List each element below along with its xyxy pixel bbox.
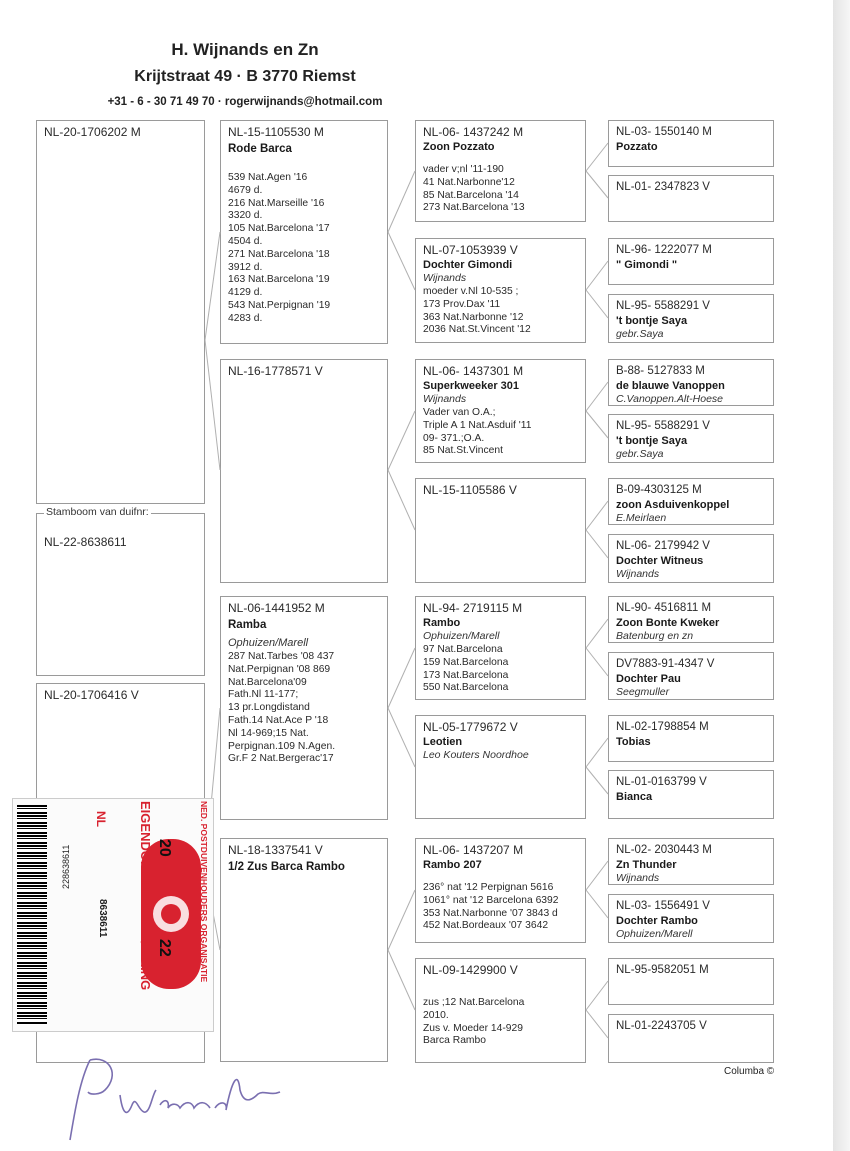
pigeon-name: zoon Asduivenkoppel xyxy=(616,499,730,511)
pigeon-name: Zn Thunder xyxy=(616,859,677,871)
great-grandparent-box xyxy=(608,838,774,885)
ring-number: NL-18-1337541 V xyxy=(228,843,323,857)
grandparent-box xyxy=(415,120,586,222)
pigeon-name: 1/2 Zus Barca Rambo xyxy=(228,861,345,873)
great-grandparent-box xyxy=(608,652,774,700)
great-grandparent-box xyxy=(608,294,774,343)
ring-number: NL-01- 2347823 V xyxy=(616,181,710,193)
pigeon-name: de blauwe Vanoppen xyxy=(616,380,725,392)
pigeon-name: 't bontje Saya xyxy=(616,315,688,327)
ring-number: NL-07-1053939 V xyxy=(423,243,518,257)
breeder: E.Meirlaen xyxy=(616,512,667,524)
results: 539 Nat.Agen '16 4679 d. 216 Nat.Marseille '16 3320 d. 105 Nat.Barcelona '17 4504 d. 271 Nat.Barcelona '18 3912 d. 163 Nat.Barcelona '19 4129 d. 543 Nat.Perpignan '19 4283 d. xyxy=(228,172,331,324)
page-edge-shadow xyxy=(833,0,850,1151)
pigeon-name: 't bontje Saya xyxy=(616,435,688,447)
great-grandparent-box xyxy=(608,534,774,583)
pigeon-name: Tobias xyxy=(616,736,651,748)
grandparent-box xyxy=(415,838,586,943)
breeder: gebr.Saya xyxy=(616,328,664,340)
results: 287 Nat.Tarbes '08 437 Nat.Perpignan '08 869 Nat.Barcelona'09 Fath.Nl 11-177; 13 pr.Longdistand Fath.14 Nat.Ace P '18 Nl 14-969;15 Nat. Perpignan.109 N.Agen. Gr.F 2 Nat.Bergerac'17 xyxy=(228,651,336,765)
grandparent-box xyxy=(415,359,586,463)
ring-number: NL-02-1798854 M xyxy=(616,721,709,733)
pigeon-name: Leotien xyxy=(423,736,463,748)
ring-number: NL-06- 1437301 M xyxy=(423,364,524,378)
results: vader v;nl '11-190 41 Nat.Narbonne'12 85 Nat.Barcelona '14 273 Nat.Barcelona '13 xyxy=(423,164,525,214)
pigeon-name: Zoon Pozzato xyxy=(423,141,495,153)
barcode-number: 228638611 xyxy=(61,844,71,889)
certificate-org: NED. POSTDUIVENHOUDERS ORGANISATIE xyxy=(199,801,209,983)
certificate-year-a: 20 xyxy=(156,839,173,857)
grandparent-box xyxy=(415,596,586,700)
grandparent-box xyxy=(415,238,586,343)
breeder: Batenburg en zn xyxy=(616,630,694,642)
breeder-contact: +31 - 6 - 30 71 49 70 · rogerwijnands@hotmail.com xyxy=(107,96,383,108)
parent-box xyxy=(220,120,388,344)
ring-number: B-88- 5127833 M xyxy=(616,365,705,377)
pigeon-name: Superkweeker 301 xyxy=(423,380,520,392)
subject-father-box xyxy=(36,120,205,504)
great-grandparent-box xyxy=(608,359,774,406)
pigeon-name: Dochter Rambo xyxy=(616,915,698,927)
subject-box xyxy=(36,513,205,676)
subject-father-ring: NL-20-1706202 M xyxy=(44,125,141,139)
breeder: Ophuizen/Marell xyxy=(616,928,693,940)
grandparent-box xyxy=(415,715,586,819)
ring-number: NL-03- 1550140 M xyxy=(616,126,712,138)
ring-number: NL-15-1105586 V xyxy=(423,483,517,497)
great-grandparent-box xyxy=(608,175,774,222)
grandparent-box xyxy=(415,958,586,1063)
ownership-certificate xyxy=(12,798,214,1032)
certificate-year-b: 22 xyxy=(156,939,173,957)
great-grandparent-box xyxy=(608,715,774,762)
ring-number: NL-09-1429900 V xyxy=(423,963,518,977)
breeder: Leo Kouters Noordhoe xyxy=(423,749,529,761)
great-grandparent-box xyxy=(608,958,774,1005)
great-grandparent-box xyxy=(608,414,774,463)
breeder: Wijnands xyxy=(423,393,467,405)
parent-box xyxy=(220,359,388,583)
ring-number: NL-05-1779672 V xyxy=(423,720,518,734)
ring-number: NL-90- 4516811 M xyxy=(616,602,712,614)
software-credit: Columba © xyxy=(724,1066,775,1077)
pigeon-name: Ramba xyxy=(228,619,267,631)
subject-ring: NL-22-8638611 xyxy=(44,535,127,549)
pigeon-name: Zoon Bonte Kweker xyxy=(616,617,720,629)
breeder-name: H. Wijnands en Zn xyxy=(171,40,319,59)
ring-number: NL-15-1105530 M xyxy=(228,125,324,139)
pigeon-name: Pozzato xyxy=(616,141,658,153)
ring-number: DV7883-91-4347 V xyxy=(616,658,715,670)
ring-number: NL-06-1441952 M xyxy=(228,601,325,615)
results: Vader van O.A.; Triple A 1 Nat.Asduif '11 09- 371.;O.A. 85 Nat.St.Vincent xyxy=(423,407,532,457)
great-grandparent-box xyxy=(608,894,774,943)
ring-number: NL-06- 2179942 V xyxy=(616,540,710,552)
great-grandparent-box xyxy=(608,596,774,643)
pigeon-name: Bianca xyxy=(616,791,653,803)
handwritten-signature xyxy=(60,1050,300,1150)
great-grandparent-box xyxy=(608,120,774,167)
ring-number: NL-94- 2719115 M xyxy=(423,601,523,615)
ring-number: NL-06- 1437207 M xyxy=(423,843,524,857)
ring-number: NL-16-1778571 V xyxy=(228,364,323,378)
parent-box xyxy=(220,596,388,820)
breeder: gebr.Saya xyxy=(616,448,664,460)
pigeon-name: Dochter Witneus xyxy=(616,555,704,567)
breeder-address: Krijtstraat 49 · B 3770 Riemst xyxy=(134,68,356,85)
great-grandparent-box xyxy=(608,478,774,525)
ring-number: NL-96- 1222077 M xyxy=(616,244,712,256)
pigeon-name: Rambo 207 xyxy=(423,859,482,871)
ring-number: NL-95- 5588291 V xyxy=(616,420,710,432)
barcode xyxy=(17,805,47,1025)
ring-number: NL-06- 1437242 M xyxy=(423,125,524,139)
ring-number: NL-95-9582051 M xyxy=(616,964,709,976)
results: 97 Nat.Barcelona 159 Nat.Barcelona 173 Nat.Barcelona 550 Nat.Barcelona xyxy=(423,644,509,694)
breeder: Wijnands xyxy=(616,872,660,884)
ring-number: NL-95- 5588291 V xyxy=(616,300,710,312)
ring-number: B-09-4303125 M xyxy=(616,484,702,496)
breeder: Wijnands xyxy=(423,272,467,284)
great-grandparent-box xyxy=(608,238,774,285)
certificate-country: NL xyxy=(94,811,108,827)
breeder: Ophuizen/Marell xyxy=(228,637,309,649)
results: moeder v.Nl 10-535 ; 173 Prov.Dax '11 363 Nat.Narbonne '12 2036 Nat.St.Vincent '12 xyxy=(423,286,531,336)
pigeon-name: Dochter Pau xyxy=(616,673,681,685)
pigeon-name: Rambo xyxy=(423,617,461,629)
parent-box xyxy=(220,838,388,1062)
ring-number: NL-03- 1556491 V xyxy=(616,900,710,912)
certificate-ring-number: 8638611 xyxy=(97,899,108,938)
results: 236° nat '12 Perpignan 5616 1061° nat '12 Barcelona 6392 353 Nat.Narbonne '07 3843 d 452 Nat.Bordeaux '07 3642 xyxy=(423,882,559,932)
great-grandparent-box xyxy=(608,770,774,819)
ring-number: NL-01-0163799 V xyxy=(616,776,707,788)
subject-mother-ring: NL-20-1706416 V xyxy=(44,688,139,702)
certificate-title: EIGENDOMSBEWIJS v/D RING xyxy=(138,801,153,991)
grandparent-box xyxy=(415,478,586,583)
breeder: C.Vanoppen.Alt-Hoese xyxy=(616,393,724,405)
great-grandparent-box xyxy=(608,1014,774,1063)
breeder: Ophuizen/Marell xyxy=(423,630,500,642)
pigeon-name: Rode Barca xyxy=(228,143,292,155)
ring-number: NL-01-2243705 V xyxy=(616,1020,707,1032)
pigeon-name: Dochter Gimondi xyxy=(423,259,513,271)
results: zus ;12 Nat.Barcelona 2010. Zus v. Moeder 14-929 Barca Rambo xyxy=(423,997,525,1047)
breeder: Seegmuller xyxy=(616,686,670,698)
breeder: Wijnands xyxy=(616,568,660,580)
pigeon-name: " Gimondi " xyxy=(616,259,678,271)
ring-number: NL-02- 2030443 M xyxy=(616,844,712,856)
pedigree-label: Stamboom van duifnr: xyxy=(46,506,149,518)
